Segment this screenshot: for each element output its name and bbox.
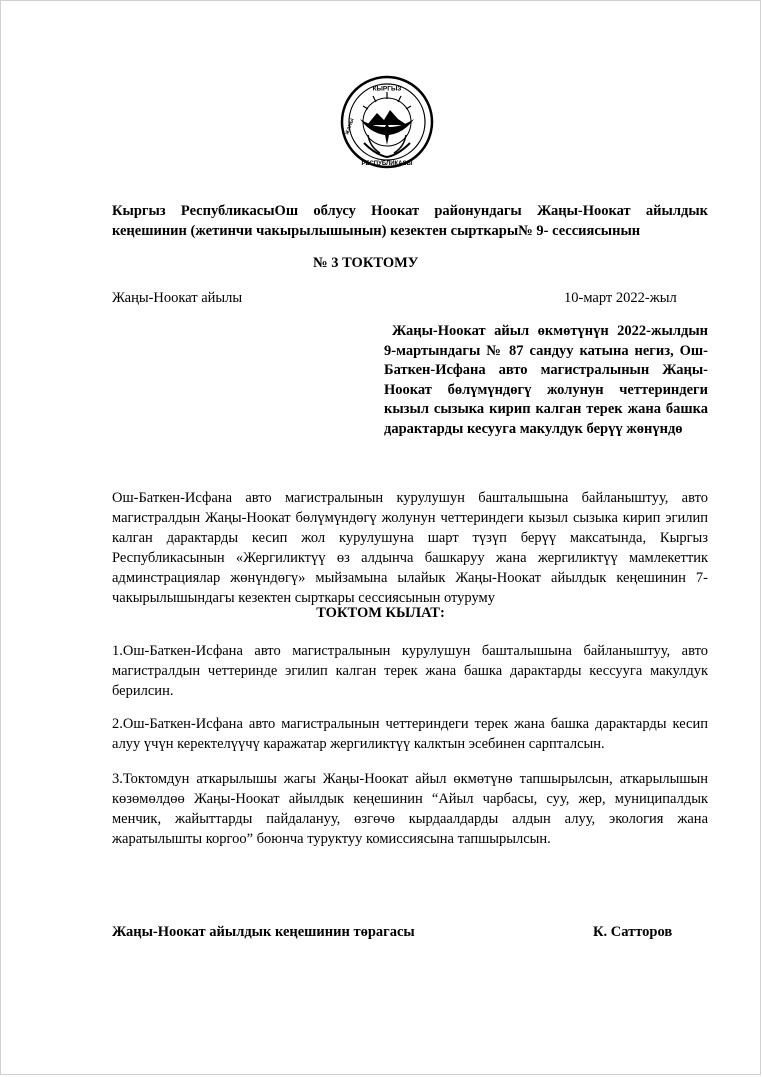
resolution-item-3: 3.Токтомдун аткарылышы жагы Жаңы-Ноокат айыл өкмөтүнө тапшырылсын, аткарылышын көзөмөлдөө Жаңы-Ноокат айылдык кеңешинин “Айыл чарбасы, суу, жер, муниципалдык менчик, жайыттарды пайдалануу, өзгөчө кырдаалдарды алдын алуу, экология жана жаратылышты коргоо” боюнча туруктуу комиссиясына тапшырылсын. [112, 771, 708, 847]
emblem-bottom-text: РЕСПУБЛИКАСЫ [361, 161, 413, 167]
emblem-left-text: ЖАНЫ [344, 117, 356, 136]
resolution-item-1: 1.Ош-Баткен-Исфана авто магистралынын курулушун башталышына байланыштуу, авто магистралдын четтеринде эгилип калган терек жана башка дарактарды кессууга макулдук берилсин. [112, 643, 708, 699]
emblem-top-text: КЫРГЫЗ [372, 85, 402, 93]
place-label: Жаңы-Ноокат айылы [112, 290, 243, 306]
resolves-heading: ТОКТОМ КЫЛАТ: [316, 605, 445, 621]
decree-subject: Жаңы-Ноокат айыл өкмөтүнүн 2022-жылдын 9-мартындагы № 87 сандуу катына негиз, Ош-Баткен-Исфана авто магистралынын Жаңы-Ноокат бөлүмүндөгү жолунун четтериндеги кызыл сызыка кирип калган терек жана башка дарактарды кесууга макулдук берүү жөнүндө [384, 323, 708, 437]
signatory-role: Жаңы-Ноокат айылдык кеңешинин төрагасы [112, 924, 415, 940]
resolution-item-2: 2.Ош-Баткен-Исфана авто магистралынын четтериндеги терек жана башка дарактарды кесип алуу үчүн керектелүүчү каражатар жергиликтүү калктын эсебинен сарпталсын. [112, 716, 708, 752]
signatory-name: К. Сатторов [593, 924, 673, 940]
document-title: Кыргыз РеспубликасыОш облусу Ноокат районундагы Жаңы-Ноокат айылдык кеңешинин (жетинчи чакырылышынын) кезектен сырткары№ 9- сессиясынын [112, 203, 708, 239]
intro-paragraph: Ош-Баткен-Исфана авто магистралынын курулушун башталышына байланыштуу, авто магистралдын Жаңы-Ноокат бөлүмүндөгү жолунун четтериндеги кызыл сызыка кирип эгилип калган дарактарды кесип жол курулушуна шарт түзүп берүү максатында, Кыргыз Республикасынын «Жергиликтүү өз алдынча башкаруу жана жергиликтүү мамлекеттик админстрациялар жөнүндөгү» мыйзамына ылайык Жаңы-Ноокат айылдык кеңешинин 7-чакырылышындагы кезектен сырткары сессиясынын отуруму [112, 490, 708, 606]
date-label: 10-март 2022-жыл [564, 290, 677, 306]
state-emblem-icon [340, 75, 434, 169]
decree-number: № 3 ТОКТОМУ [313, 255, 419, 271]
